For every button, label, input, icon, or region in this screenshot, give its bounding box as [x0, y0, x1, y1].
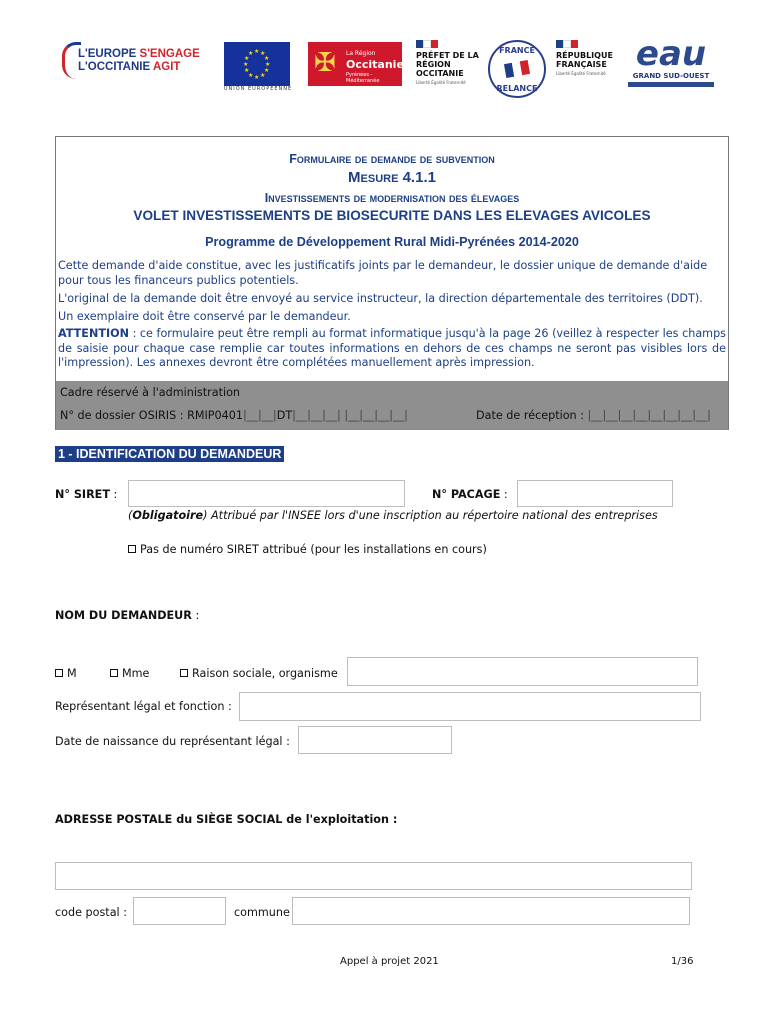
- svg-text:★: ★: [264, 67, 270, 74]
- europe-occitanie-logo: L'EUROPE S'ENGAGE L'OCCITANIE AGIT: [60, 40, 212, 80]
- osiris-number: N° de dossier OSIRIS : RMIP0401|__|__|DT|__|__|__| |__|__|__|__|: [60, 409, 408, 422]
- eu-caption: UNION EUROPÉENNE: [223, 86, 293, 92]
- page-number: 1/36: [671, 956, 694, 967]
- adresse-label: ADRESSE POSTALE du SIÈGE SOCIAL de l'exploitation :: [55, 813, 398, 826]
- eau-agency-band: [628, 82, 714, 87]
- svg-text:★: ★: [244, 67, 250, 74]
- form-title: Formulaire de demande de subvention: [289, 152, 495, 166]
- programme-title: Programme de Développement Rural Midi-Pyrénées 2014-2020: [205, 235, 579, 249]
- admin-reserved-box: [56, 381, 728, 430]
- commune-input[interactable]: [292, 897, 690, 925]
- eu-stars-icon: [224, 42, 290, 86]
- footer-title: Appel à projet 2021: [340, 956, 439, 967]
- svg-text:★: ★: [248, 72, 254, 79]
- reception-date: Date de réception : |__|__|__|__|__|__|__|__|: [476, 409, 711, 422]
- region-occitanie-logo: ✠ La Région Occitanie Pyrénées - Méditerranée: [308, 42, 402, 86]
- svg-text:★: ★: [248, 50, 254, 57]
- nom-demandeur-label: NOM DU DEMANDEUR :: [55, 609, 200, 622]
- french-flag-icon: [556, 40, 578, 48]
- intro-paragraph-2: L'original de la demande doit être envoyé au service instructeur, la direction départementale des territoires (DDT).: [58, 292, 703, 305]
- france-relance-logo: FRANCE RELANCE: [488, 40, 546, 98]
- french-flag-icon: [416, 40, 438, 48]
- siret-input[interactable]: [128, 480, 405, 507]
- measure-volet: VOLET INVESTISSEMENTS DE BIOSECURITE DANS LES ELEVAGES AVICOLES: [133, 208, 651, 223]
- svg-text:★: ★: [264, 55, 270, 62]
- svg-text:★: ★: [260, 50, 266, 57]
- republique-francaise-logo: RÉPUBLIQUE FRANÇAISE Liberté Égalité Fraternité: [556, 40, 622, 92]
- section-1-title: 1 - IDENTIFICATION DU DEMANDEUR: [55, 446, 284, 462]
- mme-checkbox[interactable]: [110, 669, 118, 677]
- intro-paragraph-3: Un exemplaire doit être conservé par le demandeur.: [58, 310, 351, 323]
- agence-eau-logo: eau GRAND SUD-OUEST: [628, 36, 714, 92]
- svg-text:★: ★: [254, 74, 260, 81]
- eu-flag-logo: [224, 42, 290, 86]
- commune-label: commune: [234, 906, 290, 919]
- date-naissance-label: Date de naissance du représentant légal :: [55, 735, 290, 748]
- pacage-input[interactable]: [517, 480, 673, 507]
- code-postal-label: code postal :: [55, 906, 127, 919]
- measure-number: Mesure 4.1.1: [348, 169, 436, 186]
- no-siret-checkbox[interactable]: [128, 545, 136, 553]
- siret-note: (Obligatoire) Attribué par l'INSEE lors d'une inscription au répertoire national des entreprises: [128, 509, 658, 522]
- pacage-label: N° PACAGE :: [432, 488, 508, 501]
- occitan-cross-icon: ✠: [314, 48, 336, 78]
- siret-label: N° SIRET :: [55, 488, 118, 501]
- svg-text:★: ★: [254, 48, 260, 55]
- option-mme[interactable]: Mme: [110, 667, 149, 680]
- admin-title: Cadre réservé à l'administration: [60, 386, 241, 399]
- option-raison-sociale[interactable]: Raison sociale, organisme: [180, 667, 338, 680]
- representant-label: Représentant légal et fonction :: [55, 700, 232, 713]
- intro-paragraph-1: Cette demande d'aide constitue, avec les justificatifs joints par le demandeur, le dossier unique de demande d'aide pour tous les financeurs publics potentiels.: [58, 259, 708, 287]
- form-header-box: [55, 136, 729, 430]
- raison-sociale-checkbox[interactable]: [180, 669, 188, 677]
- no-siret-option[interactable]: Pas de numéro SIRET attribué (pour les installations en cours): [128, 543, 487, 556]
- code-postal-input[interactable]: [133, 897, 226, 925]
- attention-paragraph: ATTENTION : ce formulaire peut être rempli au format informatique jusqu'à la page 26 (veillez à respecter les champs de saisie pour chaque case remplie car toutes informations en dehors de ces champs ne seront pas visibles lors de l'impression). Les annexes devront être complétées manuellement après impression.: [58, 327, 726, 369]
- svg-text:★: ★: [265, 61, 271, 68]
- representant-input[interactable]: [239, 692, 701, 721]
- option-m[interactable]: M: [55, 667, 77, 680]
- svg-text:★: ★: [243, 61, 249, 68]
- french-flag-icon: [504, 60, 530, 78]
- svg-text:★: ★: [244, 55, 250, 62]
- svg-text:★: ★: [260, 72, 266, 79]
- measure-subtitle: Investissements de modernisation des élevages: [264, 191, 520, 205]
- adresse-input[interactable]: [55, 862, 692, 890]
- prefet-logo: PRÉFET DE LA RÉGION OCCITANIE Liberté Égalité Fraternité: [416, 40, 488, 92]
- m-checkbox[interactable]: [55, 669, 63, 677]
- date-naissance-input[interactable]: [298, 726, 452, 754]
- raison-sociale-input[interactable]: [347, 657, 698, 686]
